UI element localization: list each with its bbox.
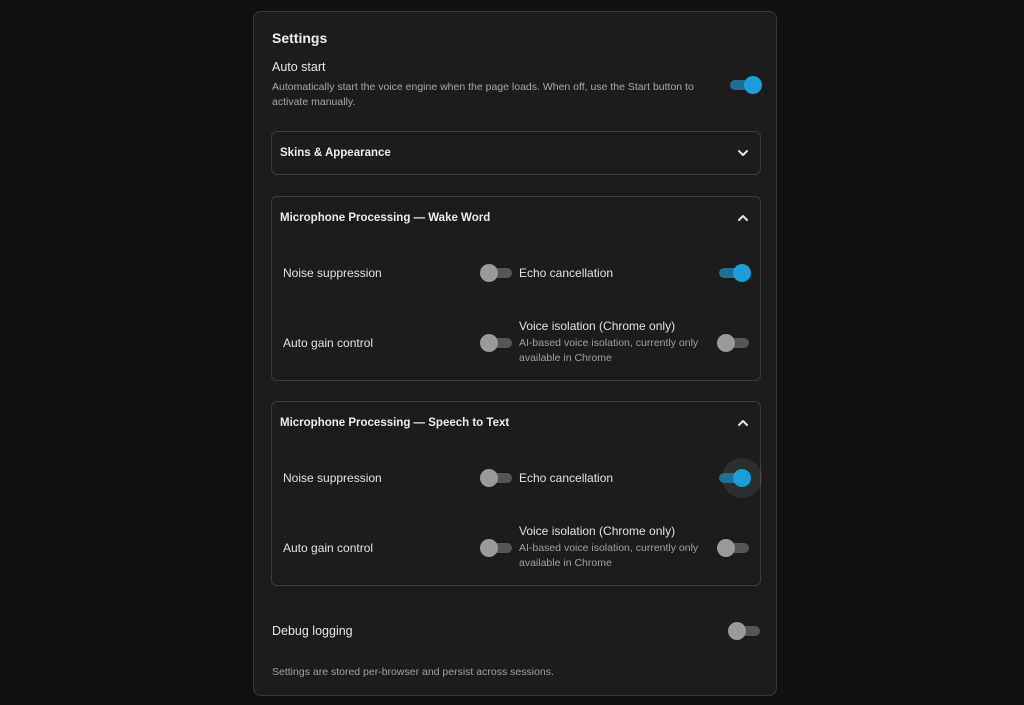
wake-voice-isolation-toggle[interactable] — [717, 334, 751, 352]
wake-noise-suppression-toggle[interactable] — [480, 264, 514, 282]
stt-noise-suppression-toggle[interactable] — [480, 469, 514, 487]
mic-stt-title: Microphone Processing — Speech to Text — [280, 417, 510, 429]
skins-appearance-section[interactable] — [271, 131, 761, 175]
mic-processing-speech-to-text-section — [271, 401, 761, 586]
wake-auto-gain-label: Auto gain control — [283, 336, 374, 350]
auto-start-label: Auto start — [272, 60, 326, 74]
settings-footer-note: Settings are stored per-browser and persist across sessions. — [272, 666, 554, 678]
wake-auto-gain-toggle[interactable] — [480, 334, 514, 352]
skins-appearance-title: Skins & Appearance — [280, 147, 391, 159]
stt-voice-isolation-label: Voice isolation (Chrome only) — [519, 524, 676, 538]
auto-start-description: Automatically start the voice engine when the page loads. When off, use the Start button to activate manually. — [272, 81, 694, 108]
stt-auto-gain-toggle[interactable] — [480, 539, 514, 557]
wake-noise-suppression-label: Noise suppression — [283, 266, 382, 280]
toggle-thumb — [728, 622, 746, 640]
toggle-thumb — [480, 334, 498, 352]
debug-logging-toggle[interactable] — [728, 622, 762, 640]
wake-voice-isolation-description: AI-based voice isolation, currently only available in Chrome — [519, 337, 699, 364]
stt-echo-cancellation-toggle[interactable] — [717, 469, 751, 487]
debug-logging-label: Debug logging — [272, 624, 353, 638]
chevron-down-icon[interactable] — [736, 146, 750, 160]
wake-echo-cancellation-toggle[interactable] — [717, 264, 751, 282]
mic-processing-wake-word-section — [271, 196, 761, 381]
settings-title: Settings — [272, 30, 328, 46]
toggle-thumb — [733, 264, 751, 282]
mic-wake-title: Microphone Processing — Wake Word — [280, 212, 491, 224]
toggle-thumb — [744, 76, 762, 94]
stt-voice-isolation-block — [519, 524, 719, 571]
auto-start-toggle[interactable] — [728, 76, 762, 94]
settings-panel — [253, 11, 777, 696]
toggle-thumb — [717, 334, 735, 352]
stt-echo-cancellation-label: Echo cancellation — [519, 471, 614, 485]
toggle-thumb — [480, 264, 498, 282]
wake-voice-isolation-label: Voice isolation (Chrome only) — [519, 319, 676, 333]
wake-voice-isolation-block — [519, 319, 719, 366]
chevron-up-icon[interactable] — [736, 416, 750, 430]
stt-voice-isolation-toggle[interactable] — [717, 539, 751, 557]
toggle-thumb — [480, 539, 498, 557]
toggle-thumb — [717, 539, 735, 557]
chevron-up-icon[interactable] — [736, 211, 750, 225]
toggle-thumb — [480, 469, 498, 487]
wake-echo-cancellation-label: Echo cancellation — [519, 266, 614, 280]
stt-voice-isolation-description: AI-based voice isolation, currently only available in Chrome — [519, 542, 699, 569]
toggle-thumb — [733, 469, 751, 487]
stt-noise-suppression-label: Noise suppression — [283, 471, 382, 485]
stt-auto-gain-label: Auto gain control — [283, 541, 374, 555]
